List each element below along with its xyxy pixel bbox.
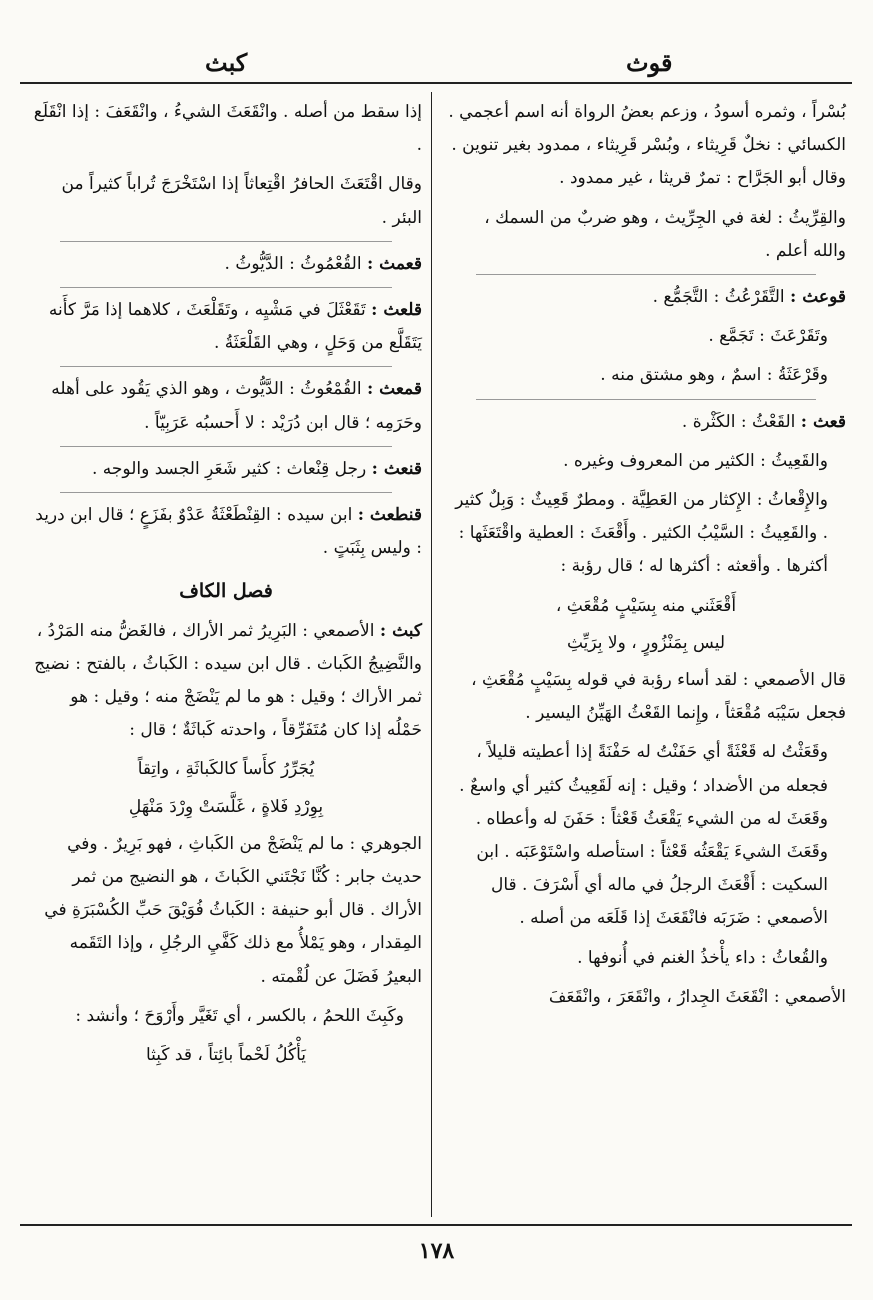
entry-definition: الأصمعي : البَرِيرُ ثمر الأراك ، فالغَضُّ منه المَرْدُ ، والنَّضِيجُ الكَباث . قال ابن سيده : الكَباثُ ، بالفتح : نضيج ثمر الأراك ؛ وقيل : هو ما لم يَنْضَجْ منه ؛ وقيل : هو حَمْلُه إذا كان مُتَفَرِّقاً ، واحدته كَباثَةٌ ؛ قال : — [34, 620, 422, 741]
poetry-verse: يَأْكُلُ لَحْماً بائِتاً ، قد كَبِثا — [145, 1045, 307, 1066]
poetry-verse: بِوِرْدِ فَلاةٍ ، غَلَّسَتْ وِرْدَ مَنْهَلِ — [128, 796, 324, 817]
dictionary-entry — [30, 248, 422, 281]
column-divider — [431, 92, 432, 1217]
dictionary-entry — [30, 615, 422, 748]
section-heading: فصل الكاف — [179, 580, 273, 603]
entry-headword: قعمث : — [366, 253, 422, 274]
dictionary-entry — [446, 406, 846, 439]
page-number: ١٧٨ — [418, 1238, 455, 1264]
bottom-rule — [20, 1224, 852, 1226]
definition-paragraph: وقال اقْتَعَثَ الحافرُ اقْتِعاثاً إذا اسْتَخْرَجَ تُراباً كثيراً من البئر . — [61, 174, 422, 228]
definition-paragraph: وقَعَثْتُ له قَعْثَةً أي حَفَنْتُ له حَفْنَةً إذا أعطيته قليلاً ، فجعله من الأضداد ؛ وقيل : إنه لَقَعِيثُ كثير أي واسعٌ . وقَعَثَ له من الشيء يَقْعَثُ قَعْثاً : حَفَنَ له وأعطاه . وقَعَثَ الشيءَ يَقْعَثُه قَعْثاً : استأصله واسْتَوْعَبَه . ابن السكيت : أَقْعَثَ الرجلُ في ماله أي أَسْرَفَ . قال الأصمعي : ضَرَبَه فانْقَعَثَ إذا قَلَعَه من أصله . — [459, 742, 828, 929]
top-rule — [20, 82, 852, 84]
entry-definition: القَعْثُ : الكَثْرة . — [681, 411, 801, 432]
header-right-keyword: قوث — [626, 48, 673, 77]
entry-separator — [60, 492, 392, 493]
definition-paragraph: وكَبِثَ اللحمُ ، بالكسر ، أي تَغَيَّر وأَرْوَحَ ؛ وأنشد : — [75, 1005, 404, 1026]
definition-paragraph: وتَقَرْعَثَ : تَجَمَّع . — [708, 326, 828, 347]
entry-headword: قنعث : — [371, 458, 422, 479]
entry-definition: تَقَعْثَلَ في مَشْيِه ، وتَقَلْعَثَ ، كلاهما إذا مَرَّ كأَنه يَتَقَلَّع من وَحَلٍ ، وهي القَلْعَثَةُ . — [48, 300, 422, 354]
entry-definition: ابن سيده : القِنْطَعْثَةُ عَدْوٌ بفَزَعٍ ؛ قال ابن دريد : وليس بِثَبَتٍ . — [35, 505, 422, 559]
definition-paragraph: الأصمعي : انْقَعَثَ الجِدارُ ، وانْقَعَرَ ، وانْقَعَفَ — [548, 986, 846, 1007]
dictionary-entry — [30, 373, 422, 439]
entry-separator — [60, 287, 392, 288]
definition-paragraph: والقُعاثُ : داء يأْخذُ الغنم في أُنوفها . — [577, 947, 828, 968]
entry-separator — [60, 241, 392, 242]
dictionary-entry — [30, 453, 422, 486]
entry-separator — [60, 446, 392, 447]
entry-headword: قعث : — [800, 411, 846, 432]
dictionary-entry — [30, 499, 422, 565]
entry-separator — [476, 274, 816, 275]
definition-paragraph: إذا سقط من أصله . وانْقَعَثَ الشيءُ ، وانْقَعَفَ : إذا انْقَلَع . — [33, 102, 422, 156]
entry-definition: رجل قِنْعاث : كثير شَعَرِ الجسد والوجه . — [92, 458, 372, 479]
entry-definition: القُعْمُوثُ : الدَّيُّوثُ . — [224, 253, 367, 274]
entry-separator — [476, 399, 816, 400]
entry-headword: قنطعث : — [357, 505, 422, 526]
entry-headword: قمعث : — [366, 379, 422, 400]
definition-paragraph: وقَرْعَثَةُ : اسمٌ ، وهو مشتق منه . — [600, 365, 828, 386]
entry-definition: القُمْعُوثُ : الدَّيُّوث ، وهو الذي يَقُود على أهله وحَرَمِه ؛ قال ابن دُرَيْد : لا أَحسبُه عَرَبِيّاً . — [51, 379, 422, 433]
dictionary-entry — [446, 281, 846, 314]
entry-definition: التَّقَرْعُثُ : التَّجَمُّع . — [652, 287, 791, 308]
dictionary-entry — [30, 294, 422, 360]
poetry-verse: ليس بِمَنْزُورٍ ، ولا بِرَيِّثِ — [566, 632, 725, 653]
left-column — [30, 96, 422, 1076]
entry-separator — [60, 366, 392, 367]
poetry-verse: أَقْعَثَني منه بِسَيْبٍ مُقْعَثِ ، — [555, 595, 737, 616]
entry-headword: قوعث : — [790, 287, 846, 308]
header-left-keyword: كبث — [205, 48, 248, 77]
poetry-verse: يُجَرِّرُ كأَساً كالكَباثَةِ ، واتِقاً — [137, 759, 315, 780]
entry-headword: كبث : — [379, 620, 422, 641]
definition-paragraph: الجوهري : ما لم يَنْضَجْ من الكَباثِ ، فهو بَرِيرٌ . وفي حديث جابر : كُنَّا نَجْتَني الكَباثَ ، هو النضيج من ثمر الأراك . قال أبو حنيفة : الكَباثُ فُوَيْقَ حَبِّ الكُسْبَرَةِ في المِقدار ، وهو يَمْلأُ مع ذلك كَفَّيِ الرجُلِ ، وإذا التَقَمه البعيرُ فَضَلَ عن لُقْمته . — [44, 833, 422, 987]
definition-paragraph: قال الأصمعي : لقد أساء رؤبة في قوله بِسَيْبٍ مُقْعَثِ ، فجعل سَيْبَه مُقْعَثاً ، وإِنما القَعْثُ الهَيِّنُ اليسير . — [471, 670, 846, 724]
entry-headword: قلعث : — [371, 300, 422, 321]
definition-paragraph: والإِقْعاثُ : الإِكثار من العَطِيَّة . ومطرٌ قَعِيثٌ : وَبِلٌ كثير . والقَعِيثُ : السَّيْبُ الكثير . وأَقْعَثَ : العطية واقْتَعَثَها : أكثرها . وأقعثه : أكثرها له ؛ قال رؤبة : — [455, 490, 828, 577]
right-column — [446, 96, 846, 1020]
definition-paragraph: والقَعِيثُ : الكثير من المعروف وغيره . — [563, 450, 828, 471]
definition-paragraph: والقِرِّيثُ : لغة في الجِرِّيث ، وهو ضربٌ من السمك ، والله أعلم . — [484, 207, 846, 261]
definition-paragraph: بُسْراً ، وثمره أسودُ ، وزعم بعضُ الرواة أنه اسم أعجمي . الكسائي : نخلٌ قَرِيثاء ، وبُسْر قَرِيثاء ، ممدود بغير تنوين . وقال أبو الجَرَّاح : تمرٌ قريثا ، غير ممدود . — [448, 102, 846, 189]
